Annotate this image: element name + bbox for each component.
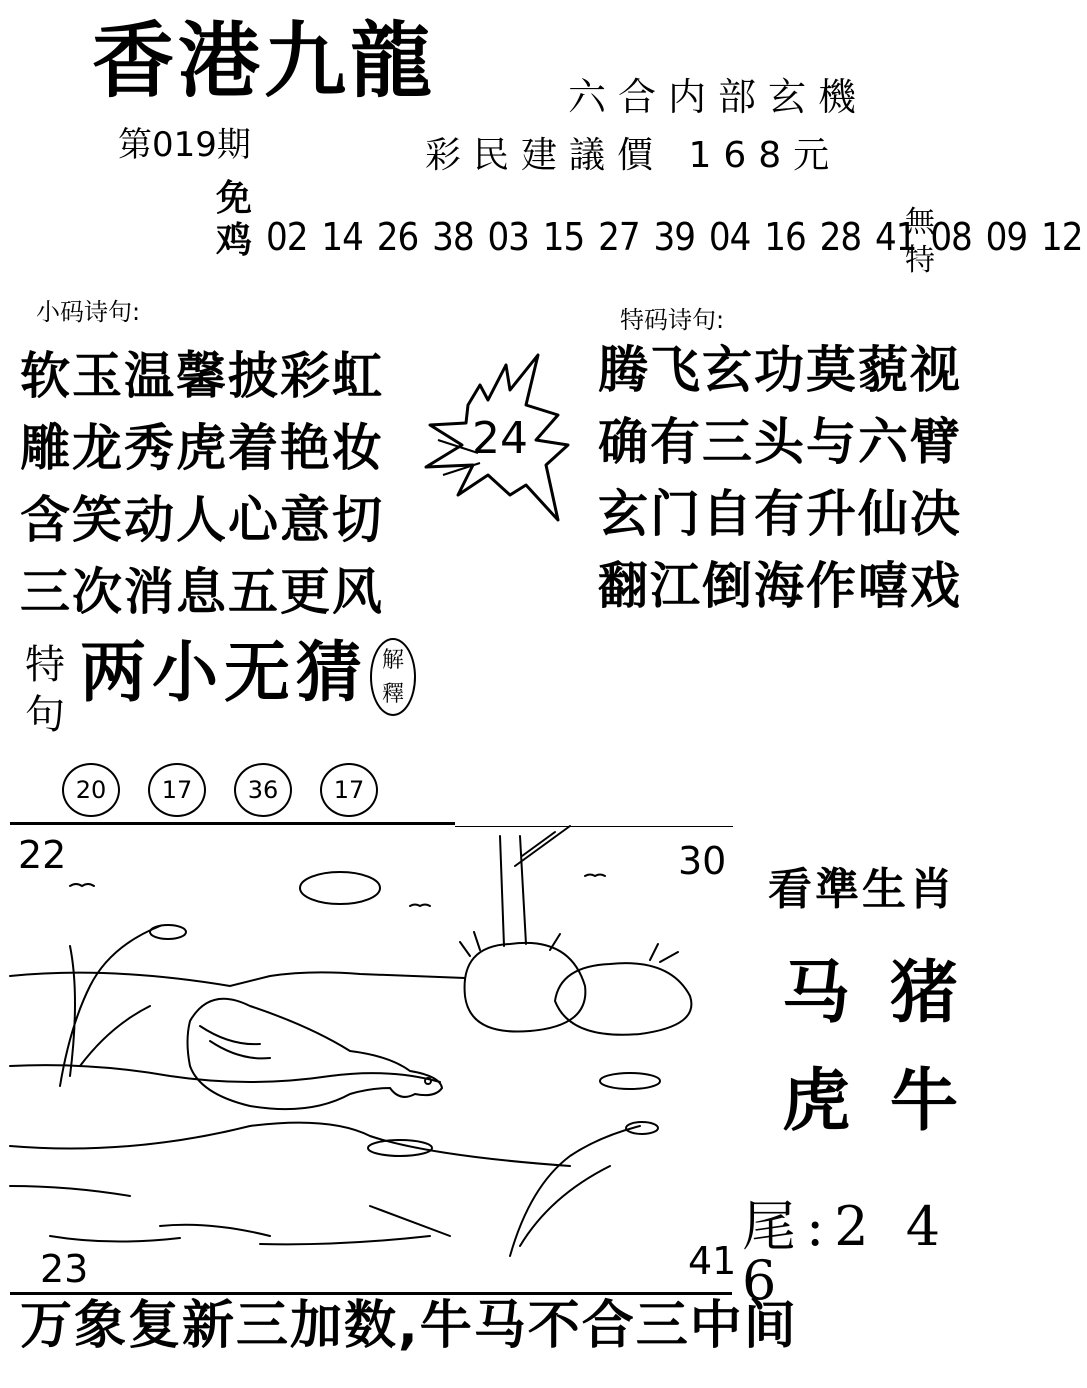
zodiac-animal: 牛 — [890, 1062, 959, 1141]
issue-number: 第019期 — [118, 125, 251, 165]
main-title: 香港九龍 — [92, 13, 437, 109]
explain-seal — [370, 638, 416, 716]
hint-number-circle: 17 — [320, 763, 378, 817]
excluded-number: 26 — [376, 215, 419, 259]
footer-divider — [10, 1292, 732, 1295]
corner-number-top-left: 22 — [18, 833, 67, 877]
corner-number-bottom-left: 23 — [40, 1247, 89, 1291]
corner-number-bottom-right: 41 — [688, 1239, 737, 1283]
section-divider — [10, 822, 455, 825]
poem-line: 三次消息五更风 — [20, 563, 384, 621]
suggested-price: 彩民建議價 168元 — [425, 135, 842, 176]
duck-pond-illustration — [10, 826, 737, 1292]
no-special-char: 特 — [905, 243, 935, 278]
poem-line: 软玉温馨披彩虹 — [20, 347, 384, 405]
no-special-label — [898, 204, 942, 280]
poem-line: 翻江倒海作嘻戏 — [598, 557, 962, 615]
excluded-number: 08 — [930, 215, 972, 259]
seal-char: 解 — [381, 648, 404, 673]
excluded-number: 15 — [542, 215, 585, 259]
no-special-char: 無 — [905, 205, 935, 240]
excluded-number: 12 — [1041, 215, 1083, 259]
hint-number-circle: 20 — [62, 763, 120, 817]
zodiac-title: 看準生肖 — [768, 864, 956, 915]
burst-number: 24 — [472, 413, 528, 464]
excluded-number: 41 — [874, 215, 917, 259]
special-code-label: 特码诗句: — [620, 306, 725, 334]
hint-number-circle: 17 — [148, 763, 206, 817]
small-code-poem — [20, 340, 384, 628]
exclude-label — [208, 178, 260, 262]
zodiac-animal: 虎 — [782, 1062, 851, 1141]
hint-number-circle: 36 — [234, 763, 292, 817]
special-label-char: 句 — [25, 692, 65, 738]
poem-line: 腾飞玄功莫藐视 — [598, 341, 962, 399]
hint-numbers — [62, 763, 378, 817]
excluded-number: 03 — [487, 215, 529, 259]
zodiac-animal: 猪 — [890, 954, 959, 1033]
excluded-number: 38 — [432, 215, 474, 259]
excluded-number: 27 — [598, 215, 640, 259]
excluded-number: 02 — [266, 215, 308, 259]
poem-line: 含笑动人心意切 — [20, 491, 384, 549]
excluded-number: 09 — [985, 215, 1028, 259]
special-phrase: 两小无猜 — [80, 634, 368, 711]
excluded-number: 28 — [819, 215, 862, 259]
exclude-label-char: 鸡 — [215, 220, 252, 261]
special-label-char: 特 — [25, 642, 65, 688]
corner-number-top-right: 30 — [678, 839, 727, 883]
excluded-number: 14 — [321, 215, 363, 259]
excluded-number: 16 — [764, 215, 806, 259]
special-code-poem — [598, 334, 962, 622]
poem-line: 雕龙秀虎着艳妆 — [20, 419, 384, 477]
tail-numbers: 尾:2 4 6 — [742, 1195, 951, 1312]
poem-line: 玄门自有升仙决 — [598, 485, 962, 543]
zodiac-animal: 马 — [782, 954, 851, 1033]
poem-line: 确有三头与六臂 — [598, 413, 962, 471]
exclude-label-char: 免 — [215, 178, 252, 219]
excluded-number: 39 — [653, 215, 696, 259]
footer-verse: 万象复新三加数,牛马不合三中间 — [20, 1296, 798, 1356]
special-phrase-label — [20, 640, 70, 740]
excluded-numbers — [266, 215, 1087, 259]
small-code-label: 小码诗句: — [36, 298, 141, 326]
leaf-burst-icon — [418, 345, 578, 535]
seal-char: 釋 — [381, 682, 404, 707]
excluded-number: 04 — [708, 215, 751, 259]
subtitle: 六合内部玄機 — [568, 75, 869, 119]
